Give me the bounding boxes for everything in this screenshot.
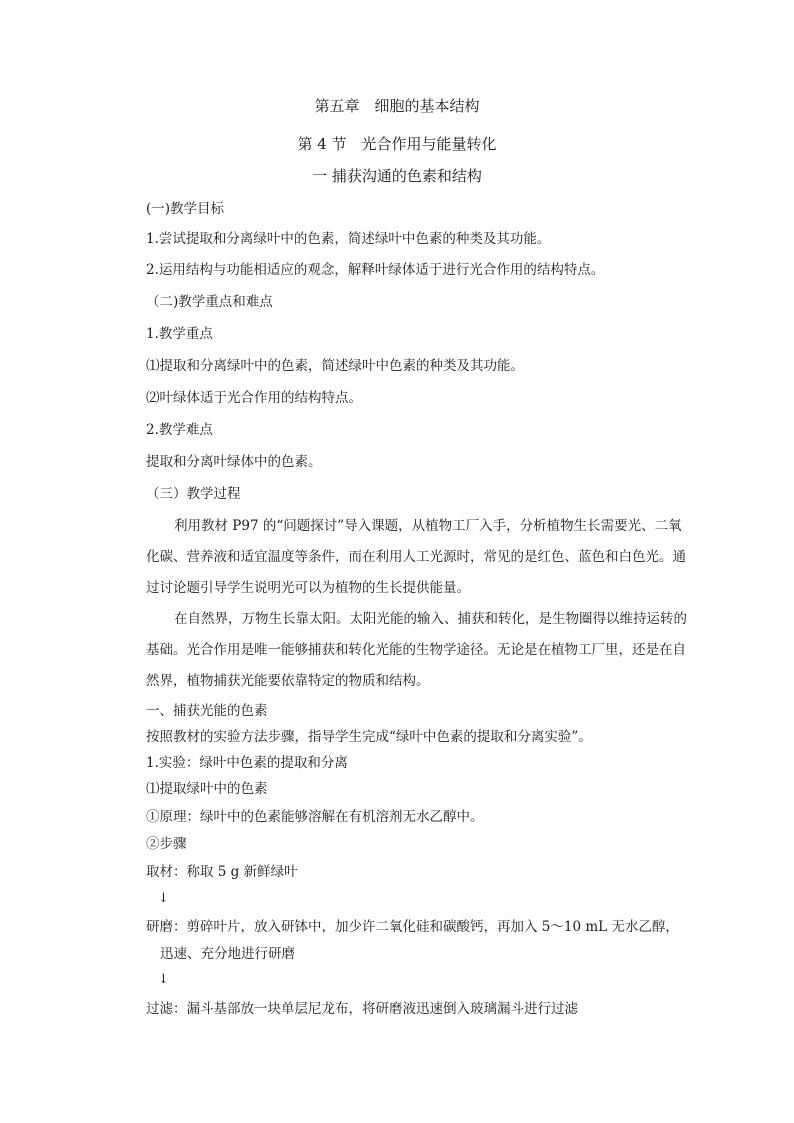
down-arrow-icon: ↓: [158, 972, 169, 987]
step-grinding-line-2: 迅速、充分地进行研磨: [160, 946, 295, 962]
subsection-title: 一 捕获沟通的色素和结构: [312, 167, 482, 185]
heading-teaching-goals: (一)教学目标: [146, 201, 225, 217]
down-arrow-icon: ↓: [158, 891, 169, 906]
paragraph-2-line-2: 基础。光合作用是唯一能够捕获和转化光能的生物学途径。无论是在植物工厂里，还是在自: [146, 642, 686, 658]
step-grinding-line-1: 研磨：剪碎叶片，放入研钵中，加少许二氧化硅和碳酸钙，再加入 5～10 mL 无水乙醇，: [146, 919, 679, 935]
heading-key-points: （二)教学重点和难点: [146, 294, 273, 310]
paragraph-1-line-1: 利用教材 P97 的“问题探讨”导入课题，从植物工厂入手，分析植物生长需要光、二氧: [174, 518, 682, 534]
heading-pigments: 一、捕获光能的色素: [146, 703, 268, 719]
instruction-line: 按照教材的实验方法步骤，指导学生完成“绿叶中色素的提取和分离实验”。: [146, 729, 592, 745]
difficulty-1: 提取和分离叶绿体中的色素。: [146, 454, 322, 470]
paragraph-2-line-3: 然界，植物捕获光能要依靠特定的物质和结构。: [146, 673, 430, 689]
goal-1: 1.尝试提取和分离绿叶中的色素，简述绿叶中色素的种类及其功能。: [146, 231, 551, 247]
experiment-title: 1.实验：绿叶中色素的提取和分离: [146, 755, 348, 771]
step-filtering: 过滤：漏斗基部放一块单层尼龙布，将研磨液迅速倒入玻璃漏斗进行过滤: [146, 1001, 578, 1017]
key-points-label: 1.教学重点: [146, 326, 213, 342]
chapter-title: 第五章 细胞的基本结构: [314, 97, 480, 115]
heading-teaching-process: （三）教学过程: [146, 486, 241, 502]
principle-line: ①原理：绿叶中的色素能够溶解在有机溶剂无水乙醇中。: [146, 809, 484, 825]
paragraph-2-line-1: 在自然界，万物生长靠太阳。太阳光能的输入、捕获和转化，是生物圈得以维持运转的: [174, 611, 687, 627]
key-point-1: ⑴提取和分离绿叶中的色素，简述绿叶中色素的种类及其功能。: [146, 358, 524, 374]
paragraph-1-line-2: 化碳、营养液和适宜温度等条件，而在利用人工光源时，常见的是红色、蓝色和白色光。通: [146, 549, 686, 565]
extract-heading: ⑴提取绿叶中的色素: [146, 781, 268, 797]
section-title: 第 4 节 光合作用与能量转化: [297, 135, 497, 153]
goal-2: 2.运用结构与功能相适应的观念，解释叶绿体适于进行光合作用的结构特点。: [146, 262, 605, 278]
difficulty-label: 2.教学难点: [146, 422, 213, 438]
step-sampling: 取材：称取 5 g 新鲜绿叶: [146, 864, 298, 880]
steps-heading: ②步骤: [146, 836, 187, 852]
key-point-2: ⑵叶绿体适于光合作用的结构特点。: [146, 390, 362, 406]
paragraph-1-line-3: 过讨论题引导学生说明光可以为植物的生长提供能量。: [146, 580, 470, 596]
